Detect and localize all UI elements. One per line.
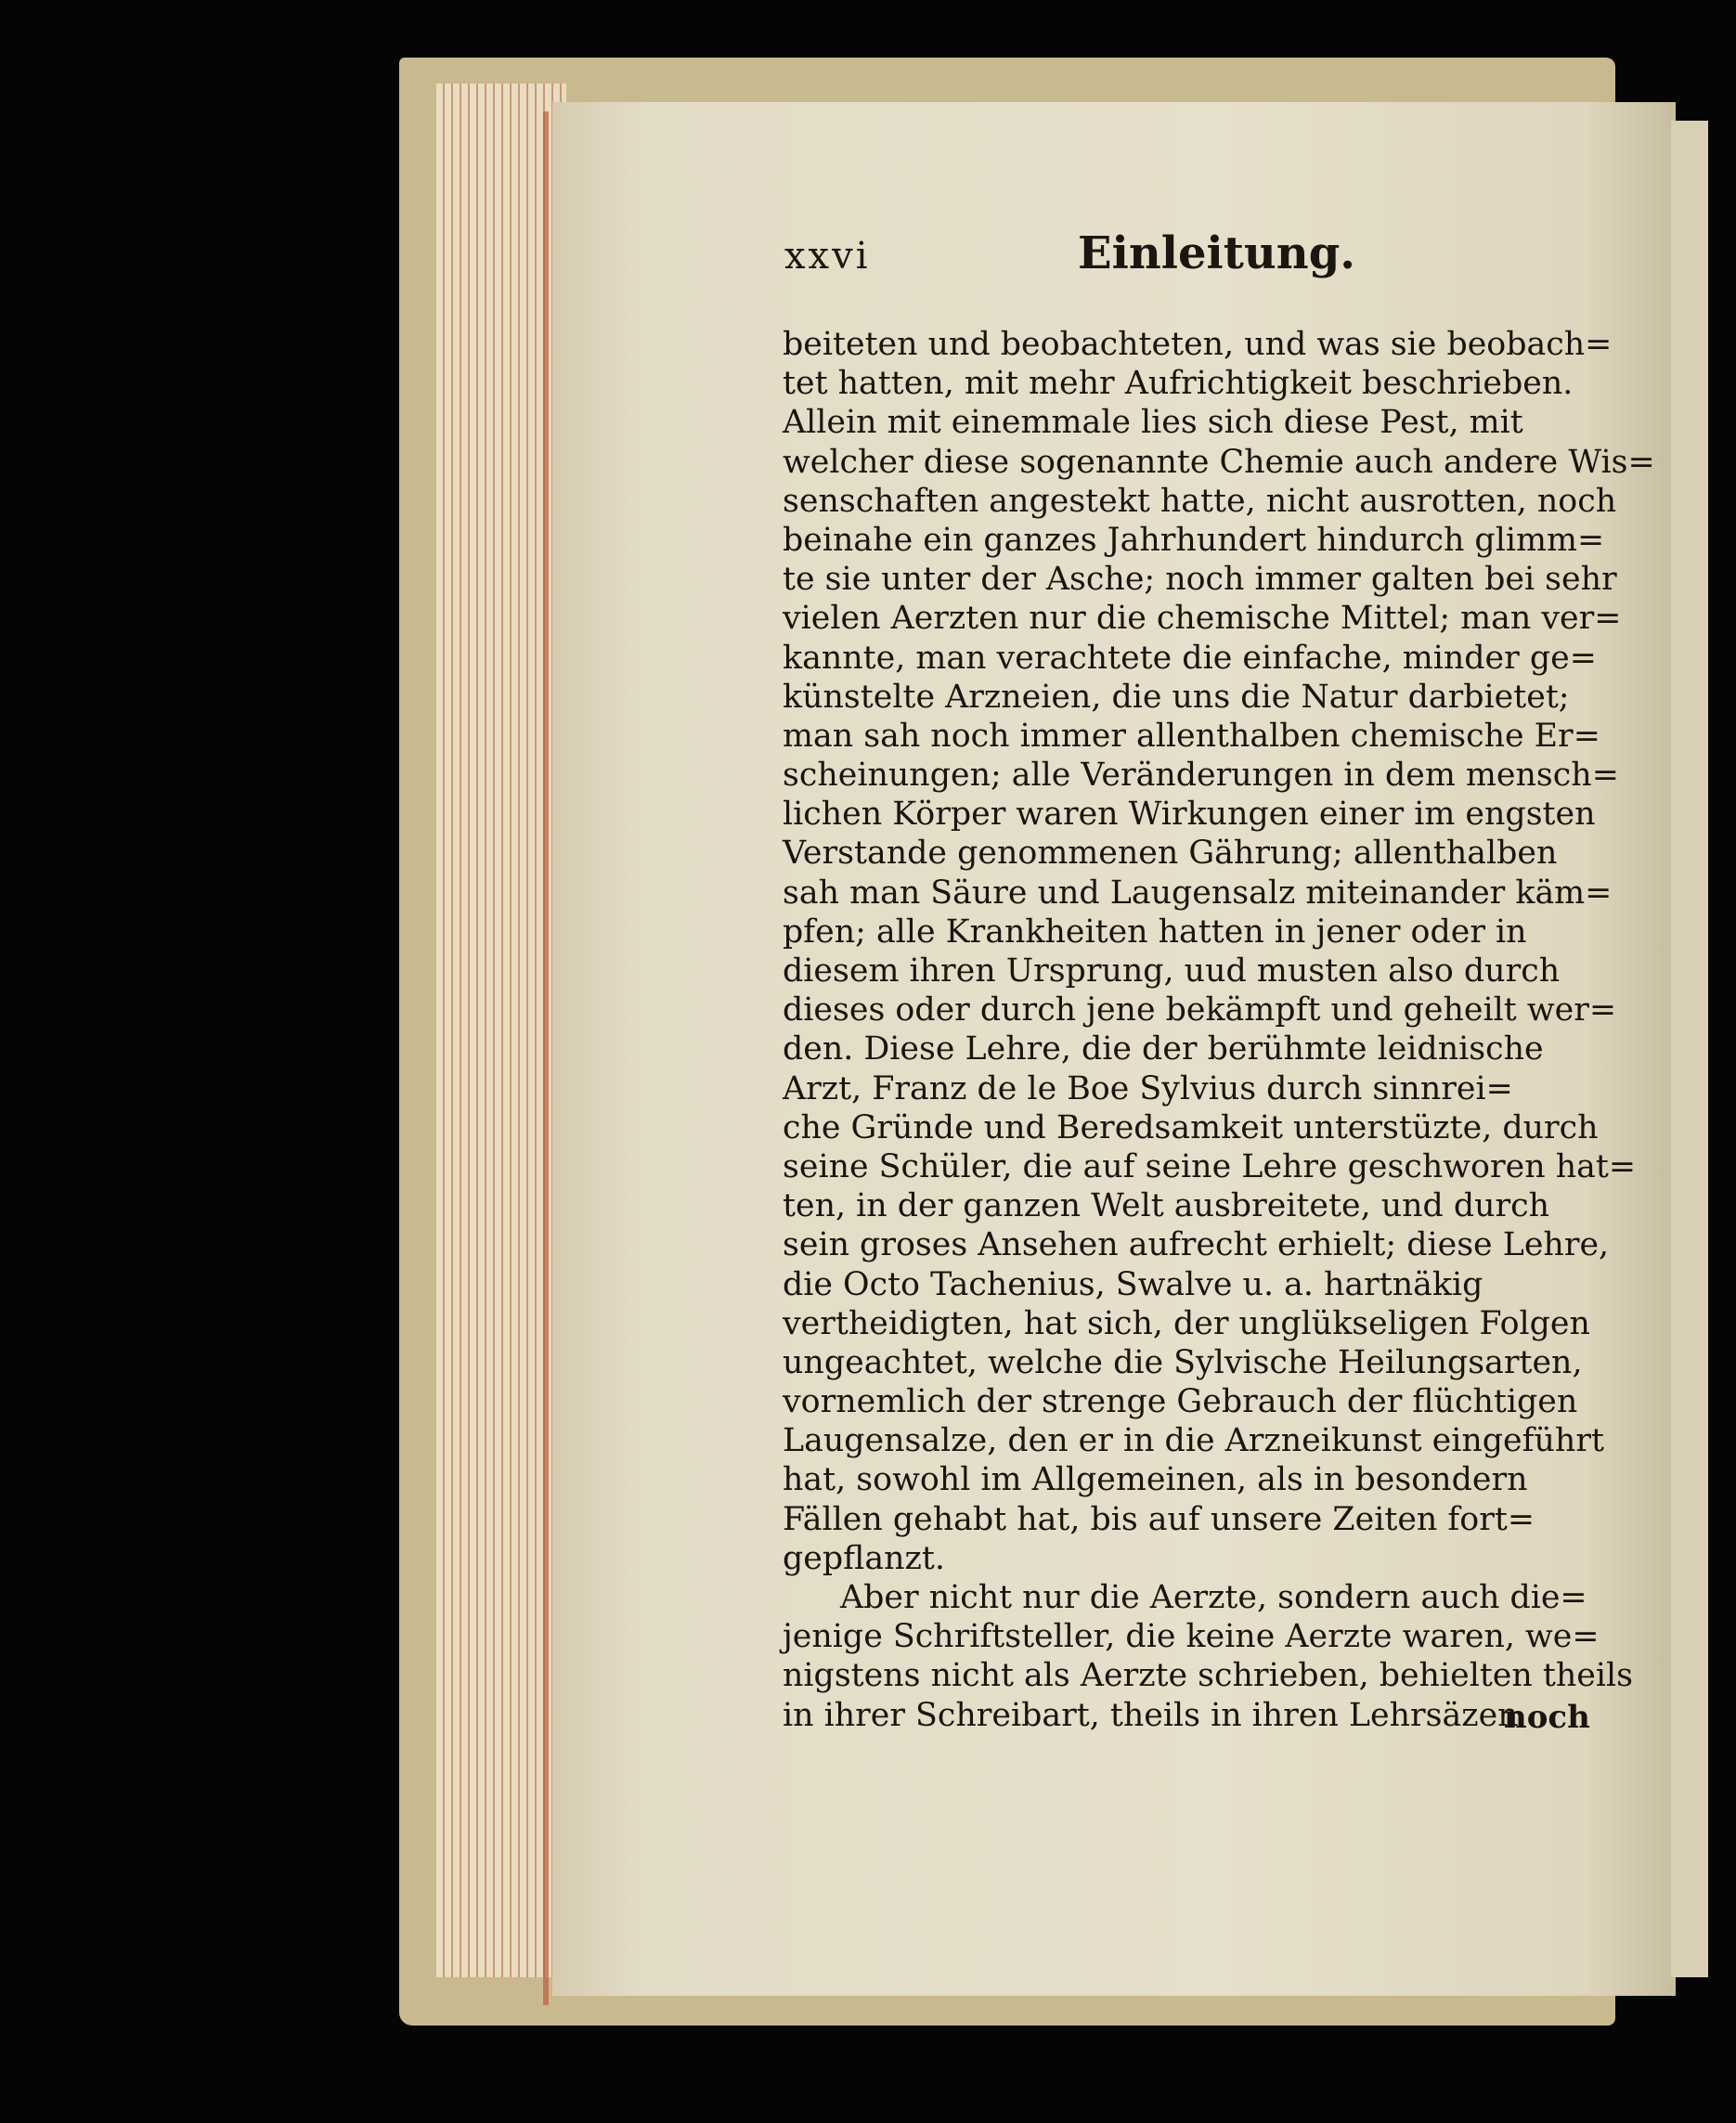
text-line: ungeachtet, welche die Sylvische Heilungsarten, <box>783 1343 1583 1381</box>
text-line: Verstande genommenen Gährung; allenthalben <box>783 835 1558 873</box>
text-line: Laugensalze, den er in die Arzneikunst eingeführt <box>783 1422 1604 1460</box>
text-line: beiteten und beobachteten, und was sie beobach= <box>783 326 1613 363</box>
text-line: tet hatten, mit mehr Aufrichtigkeit beschrieben. <box>783 365 1574 403</box>
page-header <box>784 227 1355 292</box>
text-line: pfen; alle Krankheiten hatten in jener oder in <box>783 913 1527 951</box>
text-line: diesem ihren Ursprung, uud musten also durch <box>783 952 1561 990</box>
text-line: nigstens nicht als Aerzte schrieben, behielten theils <box>783 1657 1633 1695</box>
text-line: vornemlich der strenge Gebrauch der flüchtigen <box>783 1383 1578 1421</box>
red-page-edge <box>543 111 549 2005</box>
text-line: che Gründe und Beredsamkeit unterstüzte, durch <box>783 1108 1599 1146</box>
facing-page-edge <box>1671 121 1708 1977</box>
page-number: xxvi <box>784 235 871 278</box>
text-line: den. Diese Lehre, die der berühmte leidnische <box>783 1030 1544 1068</box>
text-line: sein groses Ansehen aufrecht erhielt; diese Lehre, <box>783 1226 1610 1264</box>
text-line: Aber nicht nur die Aerzte, sondern auch die= <box>840 1579 1587 1616</box>
text-line: ten, in der ganzen Welt ausbreitete, und durch <box>783 1187 1550 1225</box>
text-line: hat, sowohl im Allgemeinen, als in besondern <box>783 1461 1528 1499</box>
text-line: dieses oder durch jene bekämpft und geheilt wer= <box>783 991 1616 1029</box>
text-line: Arzt, Franz de le Boe Sylvius durch sinnrei= <box>783 1069 1513 1107</box>
body-text <box>783 325 1655 1735</box>
text-line: kannte, man verachtete die einfache, minder ge= <box>783 639 1597 677</box>
text-line: gepflanzt. <box>783 1539 945 1577</box>
text-line: vertheidigten, hat sich, der unglükseligen Folgen <box>783 1304 1590 1342</box>
text-line: lichen Körper waren Wirkungen einer im engsten <box>783 796 1596 834</box>
text-line: te sie unter der Asche; noch immer galten bei sehr <box>783 561 1617 599</box>
text-line: die Octo Tachenius, Swalve u. a. hartnäkig <box>783 1265 1483 1303</box>
text-line: man sah noch immer allenthalben chemische Er= <box>783 717 1600 755</box>
text-line: seine Schüler, die auf seine Lehre geschworen hat= <box>783 1147 1636 1185</box>
text-line: sah man Säure und Laugensalz miteinander käm= <box>783 874 1613 912</box>
text-line: Allein mit einemmale lies sich diese Pest, mit <box>783 404 1523 442</box>
text-line: scheinungen; alle Veränderungen in dem mensch= <box>783 757 1619 795</box>
text-line: jenige Schriftsteller, die keine Aerzte waren, we= <box>783 1618 1600 1656</box>
text-line: welcher diese sogenannte Chemie auch andere Wis= <box>783 443 1655 481</box>
text-line: in ihrer Schreibart, theils in ihren Lehrsäzen <box>783 1696 1519 1734</box>
text-line: vielen Aerzten nur die chemische Mittel; man ver= <box>783 600 1622 638</box>
text-line: senschaften angestekt hatte, nicht ausrotten, noch <box>783 482 1617 520</box>
text-line: Fällen gehabt hat, bis auf unsere Zeiten fort= <box>783 1500 1535 1538</box>
text-line: beinahe ein ganzes Jahrhundert hindurch glimm= <box>783 521 1605 559</box>
catchword: noch <box>1504 1699 1590 1736</box>
text-line: künstelte Arzneien, die uns die Natur darbietet; <box>783 678 1570 716</box>
running-title: Einleitung. <box>1078 227 1355 279</box>
